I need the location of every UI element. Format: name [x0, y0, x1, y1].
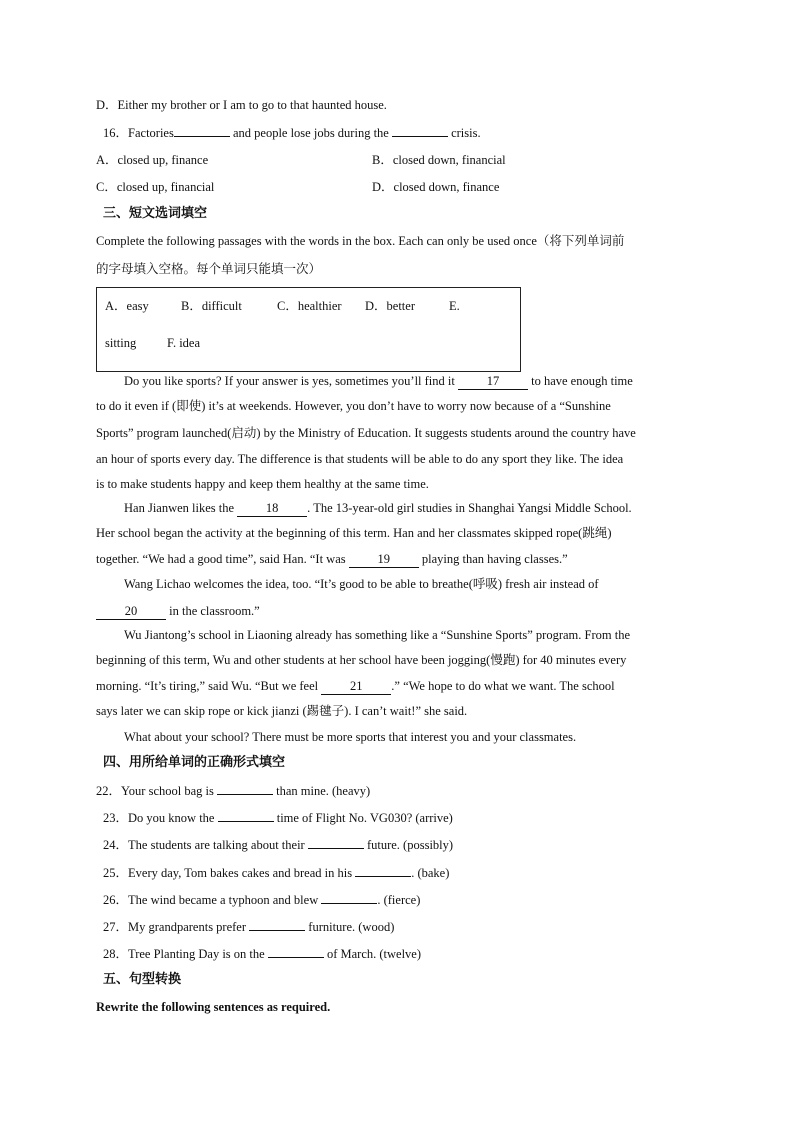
q16-stem: 16．Factories and people lose jobs during the crisis. [103, 126, 481, 140]
answer-blank [174, 124, 230, 137]
word-option-a: A．easy [105, 299, 149, 313]
section5-title: 五、句型转换 [103, 972, 182, 987]
question-22: 22．Your school bag is than mine. (heavy) [96, 784, 371, 798]
answer-blank [218, 809, 274, 822]
blank-17: 17 [458, 373, 528, 390]
word-option-c: C．healthier [277, 299, 342, 313]
answer-blank [308, 836, 364, 849]
answer-blank [217, 782, 273, 795]
answer-blank [355, 864, 411, 877]
question-27: 27．My grandparents prefer furniture. (wood) [103, 920, 395, 934]
passage-line: Sports” program launched(启动) by the Ministry of Education. It suggests students around the country have [96, 426, 636, 440]
blank-20: 20 [96, 603, 166, 620]
q16-number: 16． [103, 126, 129, 140]
answer-blank [392, 124, 448, 137]
q16-option-c: C．closed up, financial [96, 180, 215, 194]
question-25: 25．Every day, Tom bakes cakes and bread in his . (bake) [103, 866, 450, 880]
q15-option-d: D．Either my brother or I am to go to that haunted house. [96, 98, 387, 112]
q16-option-b: B．closed down, financial [372, 153, 506, 167]
passage-line: Her school began the activity at the beginning of this term. Han and her classmates skipped rope(跳绳) [96, 526, 612, 540]
passage-line: Do you like sports? If your answer is yes, sometimes you’ll find it 17 to have enough time [124, 374, 633, 388]
word-box [96, 287, 521, 372]
passage-line: to do it even if (即使) it’s at weekends. However, you don’t have to worry now because of a “Sunshine [96, 399, 611, 413]
blank-21: 21 [321, 678, 391, 695]
passage-line: Han Jianwen likes the 18 . The 13-year-old girl studies in Shanghai Yangsi Middle School. [124, 501, 632, 515]
passage-line: 20 in the classroom.” [96, 603, 260, 620]
question-28: 28．Tree Planting Day is on the of March. (twelve) [103, 947, 422, 961]
passage-line: says later we can skip rope or kick jianzi (踢毽子). I can’t wait!” she said. [96, 704, 468, 718]
passage-line: What about your school? There must be more sports that interest you and your classmates. [124, 730, 577, 744]
section5-instruction: Rewrite the following sentences as required. [96, 1000, 331, 1014]
word-option-f: F. idea [167, 336, 201, 350]
passage-line: beginning of this term, Wu and other students at her school have been jogging(慢跑) for 40 minutes every [96, 653, 627, 667]
question-23: 23．Do you know the time of Flight No. VG030? (arrive) [103, 811, 453, 825]
passage-line: together. “We had a good time”, said Han. “It was 19 playing than having classes.” [96, 552, 568, 566]
blank-19: 19 [349, 551, 419, 568]
passage-line: is to make students happy and keep them healthy at the same time. [96, 477, 429, 491]
q16-option-d: D．closed down, finance [372, 180, 500, 194]
q16-option-a: A．closed up, finance [96, 153, 209, 167]
word-option-b: B．difficult [181, 299, 242, 313]
section4-title: 四、用所给单词的正确形式填空 [103, 755, 286, 770]
passage-line: morning. “It’s tiring,” said Wu. “But we feel 21 .” “We hope to do what we want. The school [96, 679, 615, 693]
word-option-d: D．better [365, 299, 415, 313]
answer-blank [321, 891, 377, 904]
section3-instruction-1: Complete the following passages with the words in the box. Each can only be used once（将下列单词前 [96, 234, 625, 248]
passage-line: Wu Jiantong’s school in Liaoning already has something like a “Sunshine Sports” program. From the [124, 628, 631, 642]
word-option-e-text: sitting [105, 336, 137, 350]
answer-blank [268, 945, 324, 958]
blank-18: 18 [237, 500, 307, 517]
section3-title: 三、短文选词填空 [103, 206, 208, 221]
word-option-e: E. [449, 299, 460, 313]
passage-line: an hour of sports every day. The difference is that students will be able to do any sport they like. The idea [96, 452, 624, 466]
section3-instruction-2: 的字母填入空格。每个单词只能填一次） [96, 262, 322, 276]
answer-blank [249, 918, 305, 931]
question-26: 26．The wind became a typhoon and blew . (fierce) [103, 893, 421, 907]
question-24: 24．The students are talking about their future. (possibly) [103, 838, 454, 852]
passage-line: Wang Lichao welcomes the idea, too. “It’s good to be able to breathe(呼吸) fresh air instead of [124, 577, 599, 591]
